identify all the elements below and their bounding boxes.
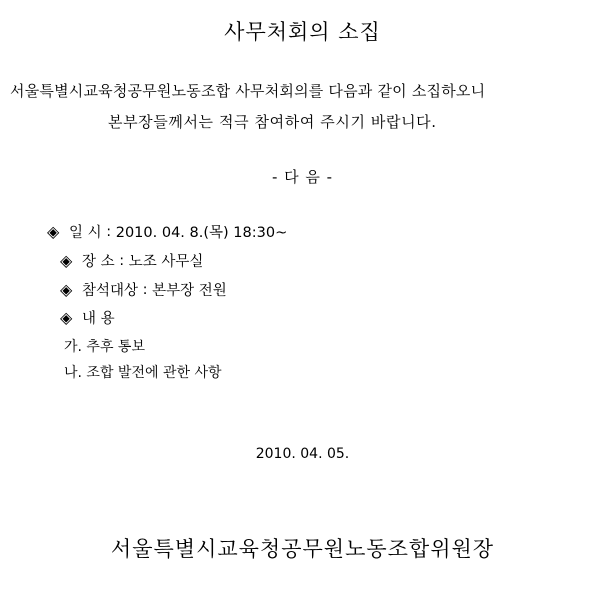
body-text-line-2: 본부장들께서는 적극 참여하여 주시기 바랍니다.	[108, 113, 437, 131]
item-contents	[60, 307, 115, 328]
item-separator: :	[114, 252, 129, 269]
sub-item-1: 가. 추후 통보	[64, 339, 145, 355]
item-separator: :	[138, 281, 153, 298]
diamond-bullet-icon: ◈	[47, 222, 60, 241]
document-date: 2010. 04. 05.	[255, 446, 350, 462]
diamond-bullet-icon: ◈	[60, 308, 73, 327]
diamond-bullet-icon: ◈	[60, 280, 73, 299]
item-label: 일 시	[69, 225, 102, 241]
item-separator: :	[101, 223, 116, 240]
item-datetime	[47, 221, 287, 242]
document-title: 사무처회의 소집	[224, 20, 381, 44]
item-label: 참석대상	[82, 283, 139, 299]
item-label: 장 소	[82, 254, 115, 270]
signature-line: 서울특별시교육청공무원노동조합위원장	[110, 537, 495, 561]
diamond-bullet-icon: ◈	[60, 251, 73, 270]
item-value: 2010. 04. 8.(목) 18:30~	[115, 225, 288, 241]
sub-item-2: 나. 조합 발전에 관한 사항	[64, 365, 222, 381]
item-attendees	[60, 279, 227, 300]
item-value: 본부장 전원	[152, 283, 227, 299]
item-label: 내 용	[82, 311, 115, 327]
section-heading: - 다 음 -	[271, 168, 334, 186]
item-location	[60, 250, 203, 271]
body-text-line-1: 서울특별시교육청공무원노동조합 사무처회의를 다음과 같이 소집하오니	[10, 82, 486, 100]
item-value: 노조 사무실	[128, 254, 204, 270]
